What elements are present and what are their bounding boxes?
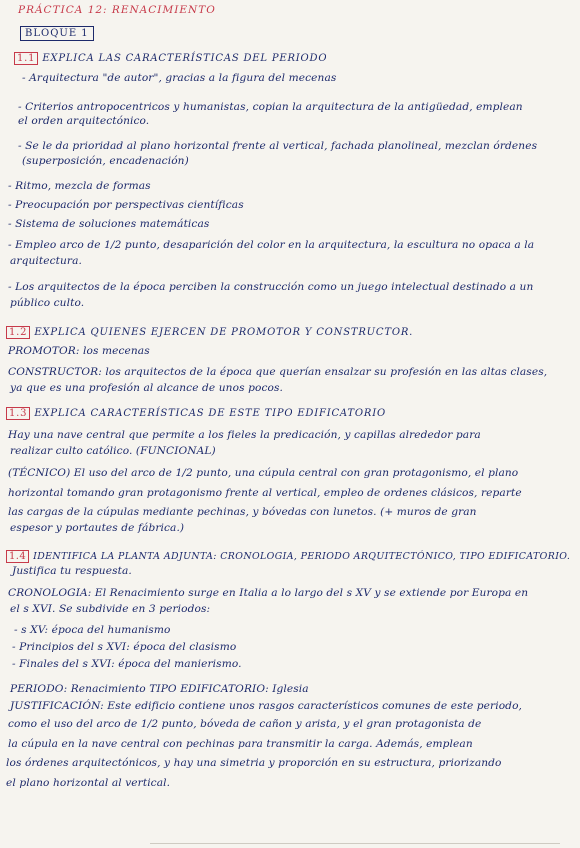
s2-line: ya que es una profesión al alcance de unos pocos. xyxy=(10,382,283,394)
section-1-2-number: 1.2 xyxy=(6,326,30,339)
s1-line: - Los arquitectos de la época perciben la construcción como un juego intelectual destinado a un xyxy=(8,281,534,293)
section-1-4-heading xyxy=(6,550,570,563)
section-1-3-number: 1.3 xyxy=(6,407,30,420)
s1-line: - Empleo arco de 1/2 punto, desaparición del color en la arquitectura, la escultura no opaca a la xyxy=(8,239,535,251)
section-1-1-heading xyxy=(14,52,327,65)
s1-line: el orden arquitectónico. xyxy=(18,115,150,127)
s1-line: - Arquitectura "de autor", gracias a la figura del mecenas xyxy=(22,72,337,84)
s4-line: los órdenes arquitectónicos, y hay una simetria y proporción en su estructura, priorizando xyxy=(6,757,502,769)
s3-line: las cargas de la cúpulas mediante pechinas, y bóvedas con lunetos. (+ muros de gran xyxy=(8,506,477,518)
s2-line: CONSTRUCTOR: los arquitectos de la época que querían ensalzar su profesión en las altas clases, xyxy=(8,366,548,378)
s3-line: horizontal tomando gran protagonismo frente al vertical, empleo de ordenes clásicos, reparte xyxy=(8,487,522,499)
s1-line: - Criterios antropocentricos y humanistas, copian la arquitectura de la antigüedad, emplean xyxy=(18,101,523,113)
section-1-4-subheading: Justifica tu respuesta. xyxy=(12,565,132,577)
block-label: BLOQUE 1 xyxy=(20,26,94,41)
s1-line: arquitectura. xyxy=(10,255,82,267)
section-1-1-title: EXPLICA LAS CARACTERÍSTICAS DEL PERIODO xyxy=(42,53,328,64)
s4-line: - Finales del s XVI: época del manierismo. xyxy=(12,658,242,670)
s1-line: - Preocupación por perspectivas científicas xyxy=(8,199,244,211)
s4-line: la cúpula en la nave central con pechinas para transmitir la carga. Además, emplean xyxy=(8,738,473,750)
s4-line: CRONOLOGIA: El Renacimiento surge en Italia a lo largo del s XV y se extiende por Europa en xyxy=(8,587,529,599)
s1-line: público culto. xyxy=(10,297,85,309)
section-1-4-title: IDENTIFICA LA PLANTA ADJUNTA: CRONOLOGIA, PERIODO ARQUITECTÓNICO, TIPO EDIFICATORIO. xyxy=(33,551,571,562)
section-1-2-title: EXPLICA QUIENES EJERCEN DE PROMOTOR Y CONSTRUCTOR. xyxy=(34,327,414,338)
s4-line: - Principios del s XVI: época del clasismo xyxy=(12,641,237,653)
s1-line: - Ritmo, mezcla de formas xyxy=(8,180,151,192)
s2-line: PROMOTOR: los mecenas xyxy=(8,345,150,357)
s4-line: - s XV: época del humanismo xyxy=(14,624,171,636)
s3-line: (TÉCNICO) El uso del arco de 1/2 punto, una cúpula central con gran protagonismo, el plano xyxy=(8,467,519,479)
s4-line: el s XVI. Se subdivide en 3 periodos: xyxy=(10,603,211,615)
s1-line: - Sistema de soluciones matemáticas xyxy=(8,218,210,230)
section-1-3-title: EXPLICA CARACTERÍSTICAS DE ESTE TIPO EDIFICATORIO xyxy=(34,408,386,419)
s4-line: PERIODO: Renacimiento TIPO EDIFICATORIO: Iglesia xyxy=(10,683,309,695)
s1-line: - Se le da prioridad al plano horizontal frente al vertical, fachada planolineal, mezclan órdenes xyxy=(18,140,538,152)
s3-line: realizar culto católico. (FUNCIONAL) xyxy=(10,445,216,457)
page-bottom-rule xyxy=(150,843,560,844)
section-1-2-heading xyxy=(6,326,413,339)
s3-line: Hay una nave central que permite a los fieles la predicación, y capillas alrededor para xyxy=(8,429,481,441)
s4-line: JUSTIFICACIÓN: Este edificio contiene unos rasgos característicos comunes de este periodo, xyxy=(10,700,523,712)
s4-line: el plano horizontal al vertical. xyxy=(6,777,171,789)
section-1-3-heading xyxy=(6,407,386,420)
section-1-4-number: 1.4 xyxy=(6,550,29,563)
page-title: PRÁCTICA 12: RENACIMIENTO xyxy=(18,4,216,16)
section-1-1-number: 1.1 xyxy=(14,52,38,65)
s4-line: como el uso del arco de 1/2 punto, bóveda de cañon y arista, y el gran protagonista de xyxy=(8,718,482,730)
s1-line: (superposición, encadenación) xyxy=(22,155,189,167)
s3-line: espesor y portautes de fábrica.) xyxy=(10,522,185,534)
